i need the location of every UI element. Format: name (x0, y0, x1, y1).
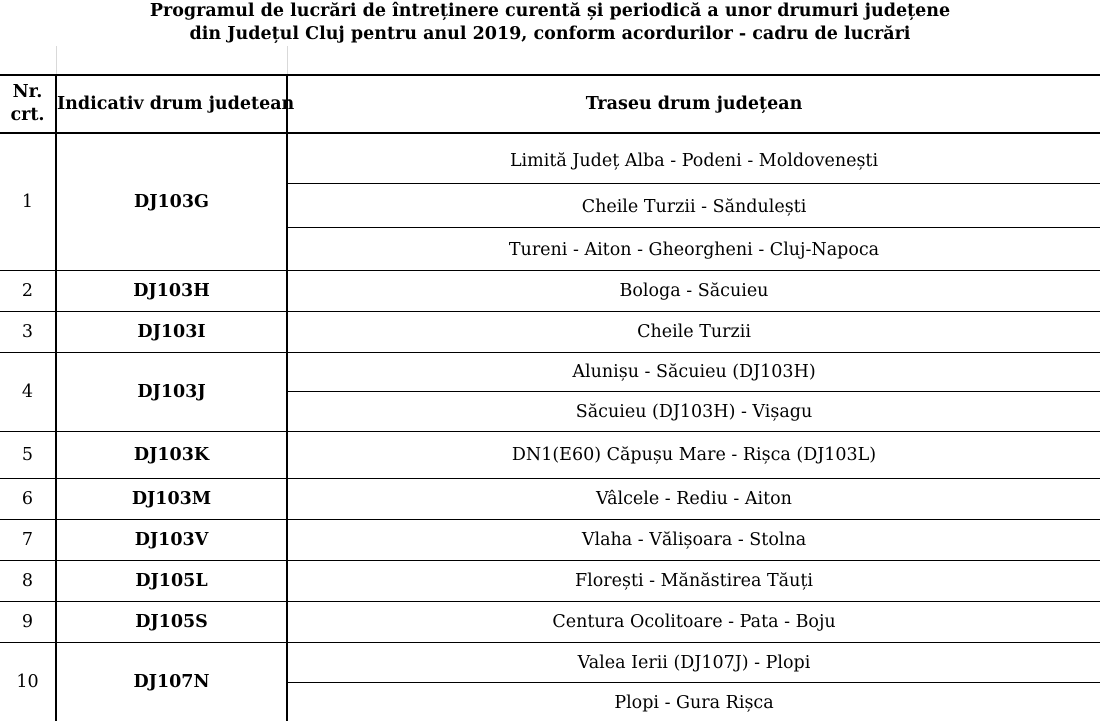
title-line-2: din Județul Cluj pentru anul 2019, conform acordurilor - cadru de lucrări (0, 23, 1100, 46)
row-traseu: Plopi - Gura Rișca (287, 683, 1100, 721)
title-line-1: Programul de lucrări de întreținere curentă și periodică a unor drumuri județene (0, 0, 1100, 23)
spacer-row (0, 46, 1100, 75)
header-indicativ: Indicativ drum judetean (56, 75, 287, 133)
row-cod: DJ103K (56, 432, 287, 479)
row-cod: DJ103V (56, 520, 287, 561)
row-cod: DJ105L (56, 561, 287, 602)
row-cod: DJ103J (56, 353, 287, 432)
table-row (0, 353, 1100, 392)
row-nr: 5 (0, 432, 56, 479)
spacer-cell (0, 46, 56, 75)
table-row (0, 561, 1100, 602)
row-traseu: Centura Ocolitoare - Pata - Boju (287, 602, 1100, 643)
row-nr: 7 (0, 520, 56, 561)
table-row (0, 643, 1100, 683)
row-traseu: Tureni - Aiton - Gheorgheni - Cluj-Napoca (287, 228, 1100, 271)
table-row (0, 520, 1100, 561)
row-nr: 6 (0, 479, 56, 520)
row-traseu: Limită Județ Alba - Podeni - Moldovenești (287, 133, 1100, 184)
row-nr: 8 (0, 561, 56, 602)
row-traseu: Bologa - Săcuieu (287, 271, 1100, 312)
header-row (0, 75, 1100, 133)
row-cod: DJ107N (56, 643, 287, 721)
row-traseu: Florești - Mănăstirea Tăuți (287, 561, 1100, 602)
row-traseu: Alunișu - Săcuieu (DJ103H) (287, 353, 1100, 392)
row-traseu: Vlaha - Vălișoara - Stolna (287, 520, 1100, 561)
row-traseu: Vâlcele - Rediu - Aiton (287, 479, 1100, 520)
row-traseu: Valea Ierii (DJ107J) - Plopi (287, 643, 1100, 683)
row-nr: 1 (0, 133, 56, 271)
table-row (0, 479, 1100, 520)
header-traseu: Traseu drum județean (287, 75, 1100, 133)
row-nr: 3 (0, 312, 56, 353)
row-nr: 9 (0, 602, 56, 643)
row-cod: DJ103M (56, 479, 287, 520)
row-nr: 4 (0, 353, 56, 432)
header-nr-line-2: crt. (0, 104, 55, 127)
header-nr-line-1: Nr. (0, 81, 55, 104)
row-cod: DJ103G (56, 133, 287, 271)
row-traseu: DN1(E60) Căpușu Mare - Rișca (DJ103L) (287, 432, 1100, 479)
row-cod: DJ103H (56, 271, 287, 312)
row-cod: DJ103I (56, 312, 287, 353)
table-row (0, 432, 1100, 479)
table-row (0, 133, 1100, 184)
row-traseu: Cheile Turzii - Săndulești (287, 184, 1100, 228)
header-nr (0, 75, 56, 133)
spacer-cell (56, 46, 287, 75)
table-row (0, 602, 1100, 643)
row-traseu: Cheile Turzii (287, 312, 1100, 353)
spacer-cell (287, 46, 1100, 75)
document-title (0, 0, 1100, 46)
row-cod: DJ105S (56, 602, 287, 643)
row-traseu: Săcuieu (DJ103H) - Vișagu (287, 392, 1100, 432)
table-row (0, 312, 1100, 353)
roads-table (0, 46, 1100, 721)
row-nr: 10 (0, 643, 56, 721)
table-row (0, 271, 1100, 312)
row-nr: 2 (0, 271, 56, 312)
